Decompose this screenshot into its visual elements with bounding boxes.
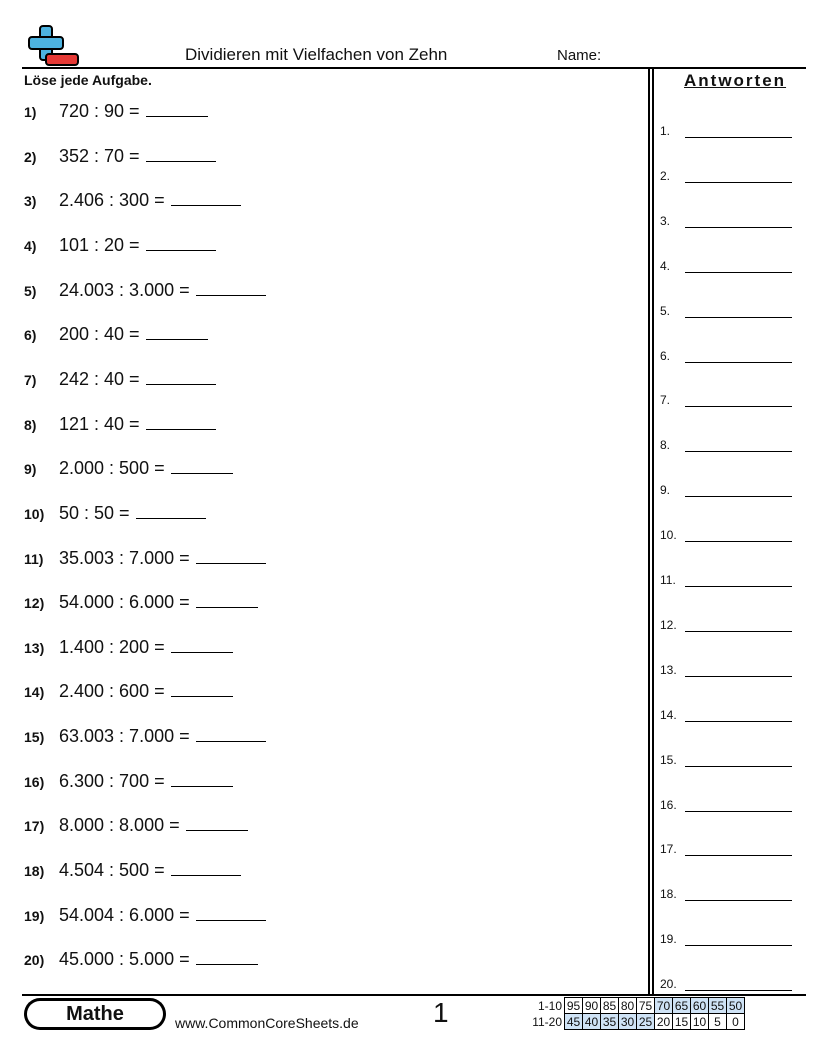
score-cell: 80 [619, 998, 637, 1014]
score-cell: 60 [691, 998, 709, 1014]
answer-line-16[interactable] [660, 792, 792, 814]
answer-underline [685, 631, 792, 632]
problem-number: 14) [24, 684, 45, 701]
answer-blank[interactable] [146, 100, 208, 117]
answer-label: 1. [660, 124, 671, 138]
site-url: www.CommonCoreSheets.de [175, 1015, 359, 1031]
name-label: Name: [557, 47, 602, 64]
problem-10 [24, 502, 206, 526]
answer-line-3[interactable] [660, 208, 792, 230]
answer-label: 18. [660, 887, 677, 902]
answer-underline [685, 676, 792, 677]
answer-label: 17. [660, 842, 677, 857]
score-cell: 90 [583, 998, 601, 1014]
problem-expression: 24.003 : 3.000 = [59, 279, 190, 300]
score-cell: 95 [565, 998, 583, 1014]
answer-underline [685, 406, 792, 407]
score-cell: 30 [619, 1014, 637, 1030]
problem-expression: 54.000 : 6.000 = [59, 592, 190, 613]
problem-expression: 4.504 : 500 = [59, 860, 165, 881]
answer-underline [685, 811, 792, 812]
problem-8 [24, 413, 216, 437]
problem-1 [24, 100, 208, 124]
answer-label: 4. [660, 258, 671, 273]
page-number: 1 [433, 997, 449, 1028]
answer-underline [685, 272, 792, 273]
answer-line-12[interactable] [660, 612, 792, 634]
answer-label: 14. [660, 707, 677, 722]
problem-12 [24, 591, 258, 615]
answer-label: 20. [660, 977, 677, 992]
problem-number: 8) [24, 416, 37, 433]
problem-expression: 1.400 : 200 = [59, 636, 165, 657]
answer-label: 15. [660, 752, 677, 767]
problem-number: 11) [24, 550, 44, 567]
answers-heading: Antworten [684, 71, 787, 90]
problem-number: 13) [24, 639, 45, 656]
answer-blank[interactable] [171, 770, 233, 787]
answer-underline [685, 451, 792, 452]
score-row [530, 998, 745, 1014]
problem-14 [24, 680, 233, 704]
score-cell: 50 [727, 998, 745, 1014]
problem-expression: 242 : 40 = [59, 368, 140, 389]
score-cell: 40 [583, 1014, 601, 1030]
problem-number: 2) [24, 148, 37, 165]
answer-underline [685, 496, 792, 497]
answer-line-18[interactable] [660, 881, 792, 903]
plus-minus-logo-icon [22, 24, 80, 68]
answer-label: 8. [660, 438, 671, 453]
answer-blank[interactable] [171, 859, 241, 876]
answer-blank[interactable] [146, 368, 216, 385]
problem-7 [24, 368, 216, 392]
answer-line-2[interactable] [660, 163, 792, 185]
answer-line-7[interactable] [660, 387, 792, 409]
answer-blank[interactable] [196, 904, 266, 921]
answer-label: 10. [660, 528, 677, 543]
column-divider-left [648, 67, 650, 995]
problem-number: 19) [24, 907, 45, 924]
answer-underline [685, 541, 792, 542]
problem-number: 20) [24, 952, 45, 969]
problem-expression: 45.000 : 5.000 = [59, 949, 190, 970]
score-cell: 85 [601, 998, 619, 1014]
footer-divider [22, 994, 806, 996]
answer-line-13[interactable] [660, 657, 792, 679]
answer-line-19[interactable] [660, 926, 792, 948]
problem-number: 6) [24, 327, 37, 344]
score-cell: 0 [727, 1014, 745, 1030]
answer-label: 13. [660, 662, 677, 677]
problem-5 [24, 279, 266, 303]
answer-blank[interactable] [186, 814, 248, 831]
problem-17 [24, 814, 248, 838]
answer-underline [685, 855, 792, 856]
answer-label: 11. [660, 573, 676, 587]
answer-blank[interactable] [146, 323, 208, 340]
answer-label: 3. [660, 213, 671, 228]
answer-line-4[interactable] [660, 253, 792, 275]
brand-label: Mathe [27, 1001, 163, 1027]
problem-number: 4) [24, 237, 37, 254]
score-cell: 70 [655, 998, 673, 1014]
answer-blank[interactable] [171, 680, 233, 697]
problem-expression: 50 : 50 = [59, 502, 130, 523]
answer-line-1[interactable] [660, 118, 792, 140]
problem-19 [24, 904, 266, 928]
score-cell: 55 [709, 998, 727, 1014]
worksheet-title: Dividieren mit Vielfachen von Zehn [185, 45, 448, 64]
score-cell: 25 [637, 1014, 655, 1030]
problem-expression: 2.000 : 500 = [59, 458, 165, 479]
problem-20 [24, 948, 258, 972]
problem-number: 5) [24, 282, 37, 299]
header-divider [22, 67, 806, 69]
answer-line-10[interactable] [660, 522, 792, 544]
problem-number: 15) [24, 729, 45, 746]
problem-number: 16) [24, 773, 45, 790]
answer-label: 7. [660, 393, 671, 408]
answer-label: 12. [660, 617, 677, 632]
problem-9 [24, 457, 233, 481]
answer-label: 5. [660, 303, 671, 318]
answer-line-5[interactable] [660, 298, 792, 320]
answer-blank[interactable] [196, 725, 266, 742]
answer-blank[interactable] [136, 502, 206, 519]
answer-label: 9. [660, 483, 671, 498]
score-cell: 15 [673, 1014, 691, 1030]
score-cell: 35 [601, 1014, 619, 1030]
problem-18 [24, 859, 241, 883]
answer-label: 2. [660, 168, 671, 183]
answer-underline [685, 945, 792, 946]
problem-number: 10) [24, 505, 45, 522]
answer-blank[interactable] [171, 636, 233, 653]
problem-number: 12) [24, 595, 45, 612]
problem-number: 18) [24, 863, 45, 880]
problem-2 [24, 145, 216, 169]
brand-badge [24, 998, 166, 1030]
problem-number: 9) [24, 461, 37, 478]
problem-expression: 200 : 40 = [59, 324, 140, 345]
problem-3 [24, 189, 241, 213]
instructions: Löse jede Aufgabe. [24, 72, 152, 88]
problem-expression: 35.003 : 7.000 = [59, 547, 190, 568]
answer-blank[interactable] [146, 234, 216, 251]
problem-expression: 352 : 70 = [59, 145, 140, 166]
answer-underline [685, 766, 792, 767]
problem-13 [24, 636, 233, 660]
answer-line-11[interactable] [660, 567, 792, 589]
answer-blank[interactable] [146, 413, 216, 430]
score-cell: 45 [565, 1014, 583, 1030]
answer-line-14[interactable] [660, 702, 792, 724]
answer-blank[interactable] [196, 948, 258, 965]
answer-underline [685, 317, 792, 318]
problem-expression: 6.300 : 700 = [59, 770, 165, 791]
problem-expression: 8.000 : 8.000 = [59, 815, 180, 836]
answer-blank[interactable] [146, 145, 216, 162]
answer-line-9[interactable] [660, 477, 792, 499]
problem-expression: 2.400 : 600 = [59, 681, 165, 702]
answer-underline [685, 990, 792, 991]
score-cell: 65 [673, 998, 691, 1014]
problem-11 [24, 547, 266, 571]
problem-expression: 101 : 20 = [59, 234, 140, 255]
answer-line-15[interactable] [660, 747, 792, 769]
answer-underline [685, 362, 792, 363]
problem-expression: 121 : 40 = [59, 413, 140, 434]
answer-blank[interactable] [196, 547, 266, 564]
score-cell: 20 [655, 1014, 673, 1030]
score-cell: 5 [709, 1014, 727, 1030]
answer-blank[interactable] [196, 279, 266, 296]
problem-number: 17) [24, 818, 45, 835]
problem-expression: 54.004 : 6.000 = [59, 904, 190, 925]
answer-underline [685, 721, 792, 722]
score-cell: 75 [637, 998, 655, 1014]
score-cell: 10 [691, 1014, 709, 1030]
answer-line-8[interactable] [660, 432, 792, 454]
score-range-label: 11-20 [532, 1014, 562, 1029]
answer-blank[interactable] [196, 591, 258, 608]
problem-4 [24, 234, 216, 258]
problem-16 [24, 770, 233, 794]
answer-line-20[interactable] [660, 971, 792, 993]
problem-expression: 720 : 90 = [59, 101, 140, 121]
problem-expression: 2.406 : 300 = [59, 190, 165, 211]
answer-label: 6. [660, 348, 671, 363]
answer-underline [685, 182, 792, 183]
problem-number: 1) [24, 104, 37, 120]
answer-line-6[interactable] [660, 343, 792, 365]
answer-underline [685, 227, 792, 228]
answer-underline [685, 586, 792, 587]
answer-underline [685, 137, 792, 138]
answer-underline [685, 900, 792, 901]
score-range-label: 1-10 [537, 998, 562, 1013]
problem-expression: 63.003 : 7.000 = [59, 726, 190, 747]
score-table [530, 997, 745, 1030]
score-row [530, 1014, 745, 1030]
problem-15 [24, 725, 266, 749]
problem-6 [24, 323, 208, 347]
answer-line-17[interactable] [660, 836, 792, 858]
column-divider-right [652, 67, 654, 995]
answer-blank[interactable] [171, 457, 233, 474]
answer-blank[interactable] [171, 189, 241, 206]
problem-number: 3) [24, 193, 37, 210]
answer-label: 19. [660, 932, 677, 947]
answer-label: 16. [660, 797, 677, 812]
problem-number: 7) [24, 371, 37, 388]
